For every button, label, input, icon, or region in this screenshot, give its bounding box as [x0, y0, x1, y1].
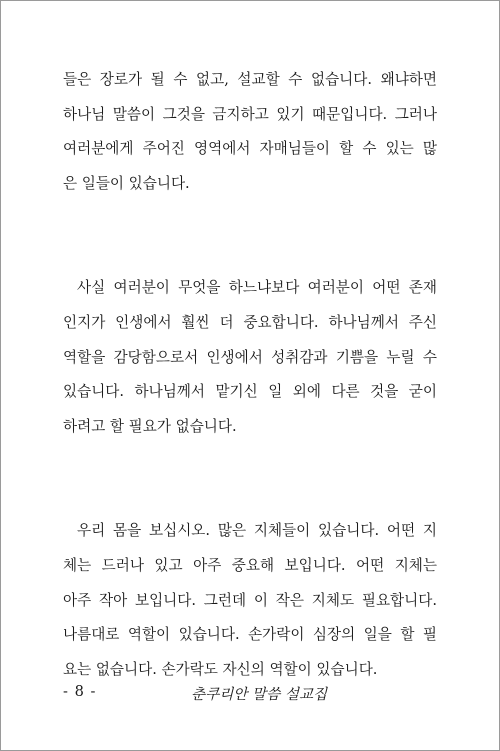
text-line: 은 일들이 있습니다.	[63, 175, 190, 193]
body-text	[63, 63, 437, 688]
text-line: 있습니다. 하나님께서 맡기신 일 외에 다른 것을 굳이	[63, 383, 437, 401]
text-line: 여러분에게 주어진 영역에서 자매님들이 할 수 있는 많	[63, 140, 437, 158]
text-line: 나름대로 역할이 있습니다. 손가락이 심장의 일을 할 필	[63, 626, 437, 644]
text-line: 들은 장로가 될 수 없고, 설교할 수 없습니다. 왜냐하면	[63, 71, 437, 88]
paragraph-2	[63, 271, 437, 444]
text-line: 요는 없습니다. 손가락도 자신의 역할이 있습니다.	[63, 661, 378, 679]
text-line: 체는 드러나 있고 아주 중요해 보입니다. 어떤 지체는	[63, 557, 437, 575]
paragraph-gap	[63, 202, 437, 237]
text-line: 하려고 할 필요가 없습니다.	[63, 418, 237, 436]
paragraph-gap	[63, 445, 437, 480]
paragraph-3	[63, 514, 437, 687]
text-line: 우리 몸을 보십시오. 많은 지체들이 있습니다. 어떤 지	[77, 522, 437, 540]
page-number: - 8 -	[63, 683, 97, 700]
text-line: 인지가 인생에서 훨씬 더 중요합니다. 하나님께서 주신	[63, 314, 437, 332]
page-footer	[63, 683, 463, 705]
text-line: 하나님 말씀이 그것을 금지하고 있기 때문입니다. 그러나	[63, 105, 437, 123]
text-line: 아주 작아 보입니다. 그런데 이 작은 지체도 필요합니다.	[63, 591, 437, 609]
text-line: 사실 여러분이 무엇을 하느냐보다 여러분이 어떤 존재	[77, 279, 437, 297]
paragraph-gap	[63, 237, 437, 272]
book-title: 춘쿠리안 말씀 설교집	[191, 686, 328, 703]
text-line: 역할을 감당함으로서 인생에서 성취감과 기쁨을 누릴 수	[63, 348, 437, 366]
paragraph-gap	[63, 480, 437, 515]
paragraph-1	[63, 63, 437, 202]
